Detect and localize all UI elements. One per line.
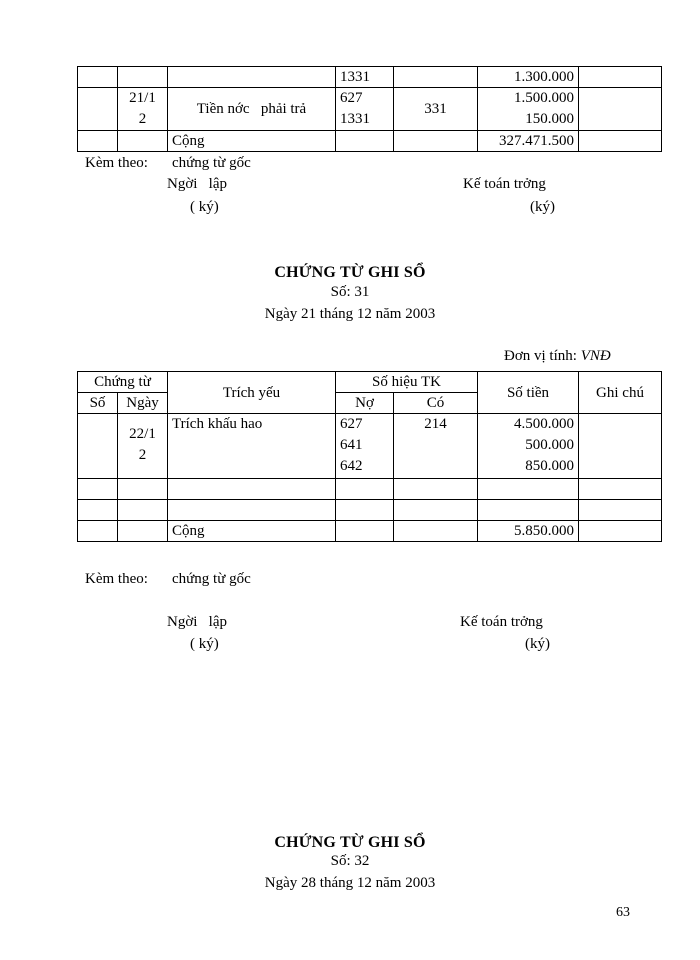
header-credit: Có — [394, 393, 478, 414]
description-cell: Tiền nớc phải trả — [168, 88, 336, 131]
debit-account-cell: 1331 — [336, 67, 394, 88]
debit-account-cell: 627 1331 — [336, 88, 394, 131]
preparer-signature: ( ký) — [190, 199, 219, 215]
preparer-signature: ( ký) — [190, 636, 219, 652]
unit-label: Đơn vị tính: — [504, 348, 577, 364]
description-cell: Trích khấu hao — [168, 414, 336, 479]
page-number: 63 — [616, 905, 630, 920]
amount-cell: 1.500.000 150.000 — [478, 88, 579, 131]
credit-account-cell: 214 — [394, 414, 478, 479]
header-amount: Số tiền — [478, 372, 579, 414]
accountant-signature: (ký) — [525, 636, 550, 652]
voucher-title: CHỨNG TỪ GHI SỔ — [274, 264, 426, 281]
voucher-date: Ngày 28 tháng 12 năm 2003 — [264, 875, 436, 891]
preparer-label: Ngời lập — [167, 614, 228, 630]
header-note: Ghi chú — [579, 372, 662, 414]
accountant-label: Kế toán trởng — [463, 176, 546, 192]
table-row-total — [78, 521, 662, 542]
amount-cell: 1.300.000 — [478, 67, 579, 88]
attachment-label: Kèm theo: — [85, 155, 148, 171]
header-no: Số — [78, 393, 118, 414]
unit-value: VNĐ — [580, 348, 611, 364]
attachment-value: chứng từ gốc — [172, 571, 251, 587]
date-cell: 22/1 2 — [118, 414, 168, 479]
unit-line — [504, 348, 611, 365]
accountant-label: Kế toán trởng — [460, 614, 543, 630]
credit-account-cell: 331 — [394, 88, 478, 131]
accountant-signature: (ký) — [530, 199, 555, 215]
voucher-title: CHỨNG TỪ GHI SỔ — [274, 834, 426, 851]
header-description: Trích yếu — [168, 372, 336, 414]
voucher-date: Ngày 21 tháng 12 năm 2003 — [264, 306, 436, 322]
table-row — [78, 414, 662, 479]
total-label: Cộng — [168, 521, 336, 542]
attachment-value: chứng từ gốc — [172, 155, 251, 171]
table-row-empty — [78, 479, 662, 500]
header-voucher: Chứng từ — [78, 372, 168, 393]
attachment-label: Kèm theo: — [85, 571, 148, 587]
preparer-label: Ngời lập — [167, 176, 228, 192]
table-row-total — [78, 131, 662, 152]
table-row — [78, 88, 662, 131]
voucher-number: Số: 32 — [330, 853, 370, 869]
total-label: Cộng — [168, 131, 336, 152]
date-cell: 21/1 2 — [118, 88, 168, 131]
voucher-number: Số: 31 — [330, 284, 370, 300]
ledger-table-continued — [77, 66, 662, 152]
header-row — [78, 372, 662, 393]
table-row — [78, 67, 662, 88]
table-row-empty — [78, 500, 662, 521]
amount-cell: 4.500.000 500.000 850.000 — [478, 414, 579, 479]
header-account-code: Số hiệu TK — [336, 372, 478, 393]
debit-account-cell: 627 641 642 — [336, 414, 394, 479]
total-amount: 327.471.500 — [478, 131, 579, 152]
voucher-31-table — [77, 371, 662, 542]
header-date: Ngày — [118, 393, 168, 414]
header-debit: Nợ — [336, 393, 394, 414]
total-amount: 5.850.000 — [478, 521, 579, 542]
